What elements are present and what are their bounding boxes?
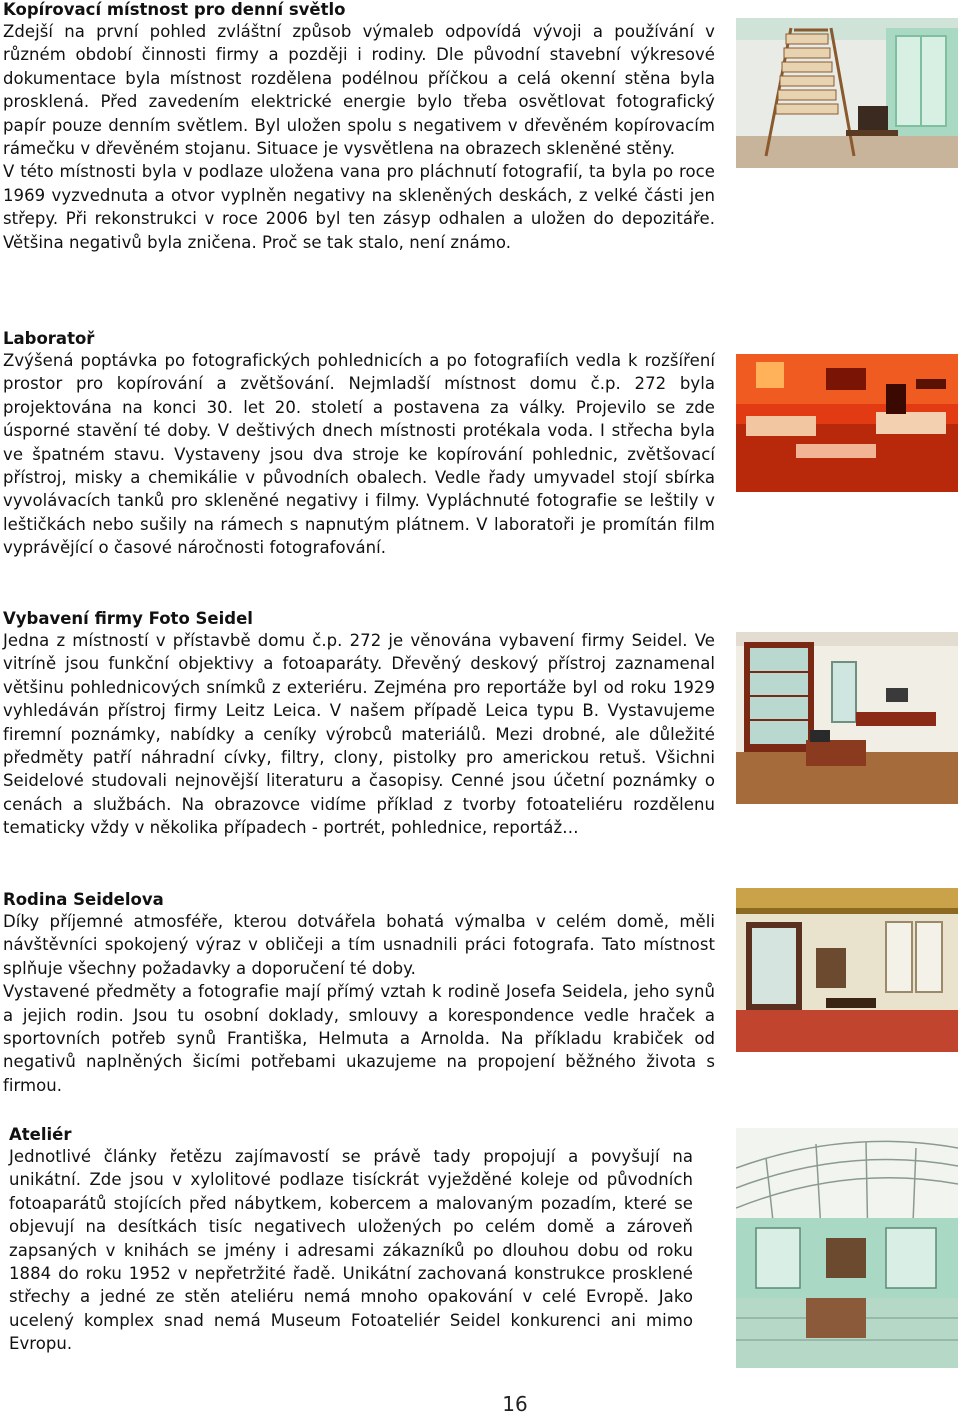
- page-number: 16: [502, 1392, 528, 1416]
- section-paragraph: Zvýšená poptávka po fotografických pohlednicích a po fotografiích vedla k rozšíření prostor pro kopírování a zvětšování. Nejmladší místnost domu č.p. 272 byla projektována na konci 30. let 20. století a postavena za války. Projevilo se zde úsporné stavění té doby. V deštivých dnech místnosti protékala voda. I střecha byla ve špatném stavu. Vystaveny jsou dva stroje ke kopírování pohlednic, zvětšovací přístroj, misky a chemikálie v původních obalech. Vedle řady umyvadel stojí sbírka vyvolávacích tanků pro skleněné negativy i filmy. Vypláchnuté fotografie se leštily v leštičkách nebo sušily na rámech s napnutým plátnem. V laboratoři je promítán film vyprávějící o časové náročnosti fotografování.: [3, 351, 715, 558]
- section-heading: Laboratoř: [3, 329, 95, 348]
- section-copy-room: [3, 0, 715, 254]
- photo-laboratory: [736, 354, 958, 492]
- section-paragraph: Zdejší na první pohled zvláštní způsob výmaleb odpovídá vývoji a používání v různém období činnosti firmy a později i rodiny. Dle původní stavební výkresové dokumentace byla místnost rozdělena podélnou příčkou a celá okenní stěna byla prosklená. Před zavedením elektrické energie bylo třeba osvětlovat fotografický papír pouze denním světlem. Byl uložen spolu s negativem v dřevěném kopírovacím rámečku v dřevěném stojanu. Situace je vysvětlena na obrazech skleněné stěny.: [3, 22, 715, 159]
- section-paragraph: V této místnosti byla v podlaze uložena vana pro pláchnutí fotografií, ta byla po roce 1969 vyzvednuta a otvor vyplněn negativy na skleněných deskách, z velké části jen střepy. Při rekonstrukci v roce 2006 byl ten zásyp odhalen a uložen do depozitáře. Většina negativů byla zničena. Proč se tak stalo, není známo.: [3, 162, 715, 252]
- section-heading: Rodina Seidelova: [3, 890, 164, 909]
- section-paragraph: Jedna z místností v přístavbě domu č.p. 272 je věnována vybavení firmy Seidel. Ve vitríně jsou funkční objektivy a fotoaparáty. Dřevěný deskový přístroj zaznamenal většinu pohlednicových snímků z exteriéru. Zejména pro reportáže byl od roku 1929 vyhledáván přístroj firmy Leitz Leica. V našem případě Leica typu B. Vystavujeme firemní poznámky, nabídky a ceníky výrobců materiálů. Mezi drobné, ale důležité předměty patří náhradní cívky, filtry, clony, pistolky pro americkou retuš. Všichni Seidelové studovali nejnovější literaturu a časopisy. Cenné jsou účetní poznámky o cenách a službách. Na obrazovce vidíme příklad z tvorby fotoateliéru rozdělenu tematicky vždy v několika případech - portrét, pohlednice, reportáž…: [3, 631, 715, 838]
- section-atelier: [9, 1125, 693, 1356]
- section-equipment: [3, 609, 715, 840]
- photo-equipment-room: [736, 632, 958, 804]
- photo-family-room: [736, 888, 958, 1052]
- section-paragraph: Díky příjemné atmosféře, kterou dotvářela bohatá výmalba v celém domě, měli návštěvníci spokojený výraz v obličeji a tím usnadnili práci fotografa. Tato místnost splňuje všechny požadavky a doporučení té doby.: [3, 912, 715, 978]
- section-heading: Vybavení firmy Foto Seidel: [3, 609, 253, 628]
- photo-copy-room: [736, 18, 958, 168]
- section-paragraph: Jednotlivé články řetězu zajímavostí se právě tady propojují a povyšují na unikátní. Zde jsou v xylolitové podlaze tisíckrát vyježděné koleje od původních fotoaparátů stojících před nábytkem, kobercem a malovaným pozadím, které se objevují na desítkách tisíc negativech uložených po celém domě a zároveň zapsaných v knihách se jmény i adresami zákazníků po dlouhou dobu od roku 1884 do roku 1952 v nepřetržité řadě. Unikátní zachovaná konstrukce prosklené střechy a jedné ze stěn ateliéru nemá mnoho opakování v celé Evropě. Jako ucelený komplex snad nemá Museum Fotoateliér Seidel konkurenci ani mimo Evropu.: [9, 1147, 693, 1354]
- section-family: [3, 890, 715, 1097]
- photo-atelier: [736, 1128, 958, 1368]
- section-heading: Ateliér: [9, 1125, 72, 1144]
- section-laboratory: [3, 329, 715, 560]
- section-heading: Kopírovací místnost pro denní světlo: [3, 0, 346, 19]
- section-paragraph: Vystavené předměty a fotografie mají přímý vztah k rodině Josefa Seidela, jeho synů a jejich rodin. Jsou tu osobní doklady, smlouvy a korespondence vedle hraček a sportovních potřeb synů Františka, Helmuta a Arnolda. Na příkladu krabiček od negativů naplněných šicími potřebami ukazujeme na propojení běžného života s firmou.: [3, 982, 715, 1095]
